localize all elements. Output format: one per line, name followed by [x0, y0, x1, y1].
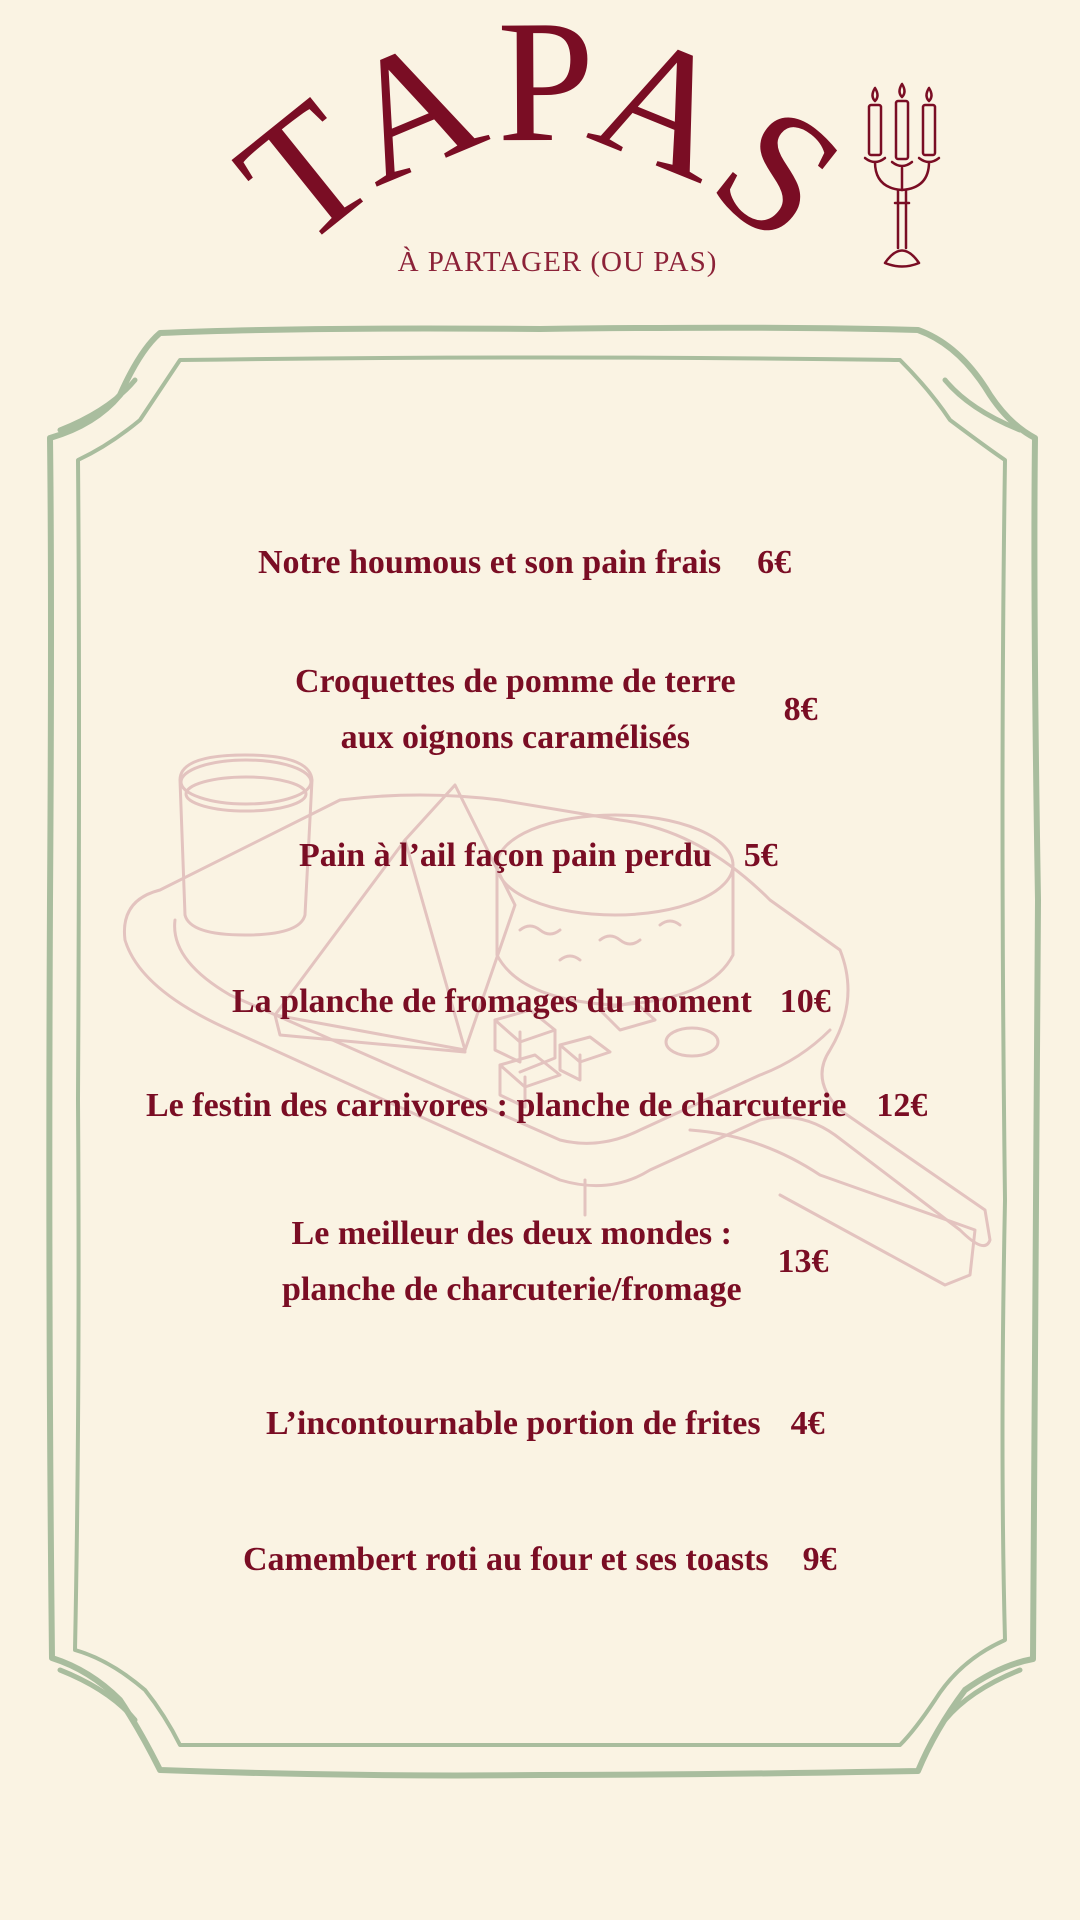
- menu-item-name: Notre houmous et son pain frais: [258, 544, 722, 581]
- menu-item: [243, 1532, 837, 1588]
- menu-item: [299, 828, 778, 884]
- menu-item-name-line1: Le meilleur des deux mondes :: [291, 1215, 732, 1252]
- menu-item: [295, 654, 818, 766]
- menu-item: [146, 1078, 927, 1134]
- candelabra-icon: [855, 78, 955, 278]
- menu-item-price: 6€: [757, 544, 792, 581]
- menu-item: [282, 1206, 829, 1318]
- menu-item-price: 8€: [783, 691, 818, 728]
- menu-item-price: 5€: [743, 837, 778, 874]
- menu-item-name: La planche de fromages du moment: [232, 983, 752, 1020]
- menu-item-price: 4€: [790, 1405, 825, 1442]
- menu-item-price: 10€: [779, 983, 831, 1020]
- menu-item-name-line1: Croquettes de pomme de terre: [295, 663, 736, 700]
- page-subtitle: À PARTAGER (OU PAS): [397, 246, 718, 278]
- menu-item-name: Le festin des carnivores : planche de charcuterie: [146, 1087, 847, 1124]
- menu-item-name: [282, 1206, 742, 1318]
- menu-item-name: L’incontournable portion de frites: [266, 1405, 761, 1442]
- menu-item-price: 9€: [802, 1541, 837, 1578]
- menu-item-name: Pain à l’ail façon pain perdu: [299, 837, 712, 874]
- menu-item-name: Camembert roti au four et ses toasts: [243, 1541, 769, 1578]
- menu-item-price: 13€: [777, 1243, 829, 1280]
- menu-item-price: 12€: [876, 1087, 928, 1124]
- menu-item-name-line2: planche de charcuterie/fromage: [282, 1271, 742, 1308]
- menu-item: [258, 535, 791, 591]
- menu-item: [266, 1396, 825, 1452]
- svg-text:TAPAS: TAPAS: [203, 0, 881, 282]
- menu-item-name-line2: aux oignons caramélisés: [340, 719, 691, 756]
- menu-item: [232, 974, 831, 1030]
- menu-item-name: [295, 654, 736, 766]
